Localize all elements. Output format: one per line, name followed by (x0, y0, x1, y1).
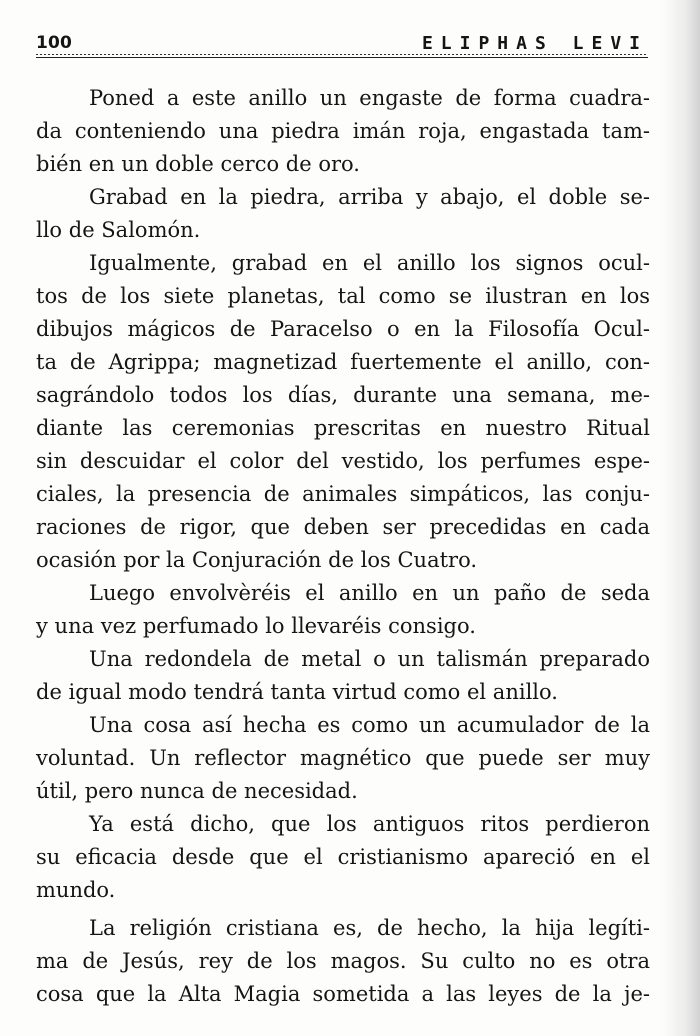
text-line: ta de Agrippa; magnetizad fuertemente el anillo, con- (36, 350, 650, 374)
header-rule (36, 54, 648, 59)
page-edge-shadow (662, 0, 700, 1036)
text-line: raciones de rigor, que deben ser precedidas en cada (36, 515, 650, 539)
text-line: voluntad. Un reflector magnético que puede ser muy (36, 746, 650, 770)
text-line: de igual modo tendrá tanta virtud como el anillo. (36, 680, 558, 704)
text-line: bién en un doble cerco de oro. (36, 152, 360, 176)
text-line: Una cosa así hecha es como un acumulador de la (89, 713, 650, 737)
paragraph-7 (36, 808, 650, 907)
text-line: Igualmente, grabad en el anillo los signos ocul- (89, 251, 650, 275)
paragraph-3 (36, 247, 650, 577)
paragraph-4 (36, 577, 650, 643)
paragraph-5 (36, 643, 650, 709)
text-line: mundo. (36, 878, 116, 902)
page-number: 100 (36, 33, 73, 53)
text-line: y una vez perfumado lo llevaréis consigo. (36, 614, 476, 638)
paragraph-8 (36, 912, 650, 1011)
text-line: Una redondela de metal o un talismán preparado (89, 647, 650, 671)
running-head: ELIPHAS LEVI (421, 33, 648, 54)
text-line: útil, pero nunca de necesidad. (36, 779, 358, 803)
text-line: ocasión por la Conjuración de los Cuatro. (36, 548, 478, 572)
paragraph-6 (36, 709, 650, 808)
text-line: La religión cristiana es, de hecho, la hija legíti- (89, 916, 650, 940)
text-line: ciales, la presencia de animales simpáticos, las conju- (36, 482, 650, 506)
paragraph-1 (36, 82, 650, 181)
text-line: llo de Salomón. (36, 218, 201, 242)
text-line: sin descuidar el color del vestido, los perfumes espe- (36, 449, 650, 473)
text-line: tos de los siete planetas, tal como se ilustran en los (36, 284, 650, 308)
text-line: da conteniendo una piedra imán roja, engastada tam- (36, 119, 650, 143)
text-line: diante las ceremonias prescritas en nuestro Ritual (36, 416, 650, 440)
text-line: dibujos mágicos de Paracelso o en la Filosofía Ocul- (36, 317, 650, 341)
text-line: Luego envolvèréis el anillo en un paño de seda (89, 581, 650, 605)
text-line: Poned a este anillo un engaste de forma cuadra- (89, 86, 650, 110)
body-text (36, 82, 650, 1011)
page-header (36, 30, 648, 60)
text-line: Ya está dicho, que los antiguos ritos perdieron (89, 812, 650, 836)
text-line: Grabad en la piedra, arriba y abajo, el doble se- (89, 185, 650, 209)
text-line: sagrándolo todos los días, durante una semana, me- (36, 383, 650, 407)
text-line: ma de Jesús, rey de los magos. Su culto no es otra (36, 949, 650, 973)
text-line: su eficacia desde que el cristianismo apareció en el (36, 845, 650, 869)
paragraph-2 (36, 181, 650, 247)
text-line: cosa que la Alta Magia sometida a las leyes de la je- (36, 982, 650, 1006)
